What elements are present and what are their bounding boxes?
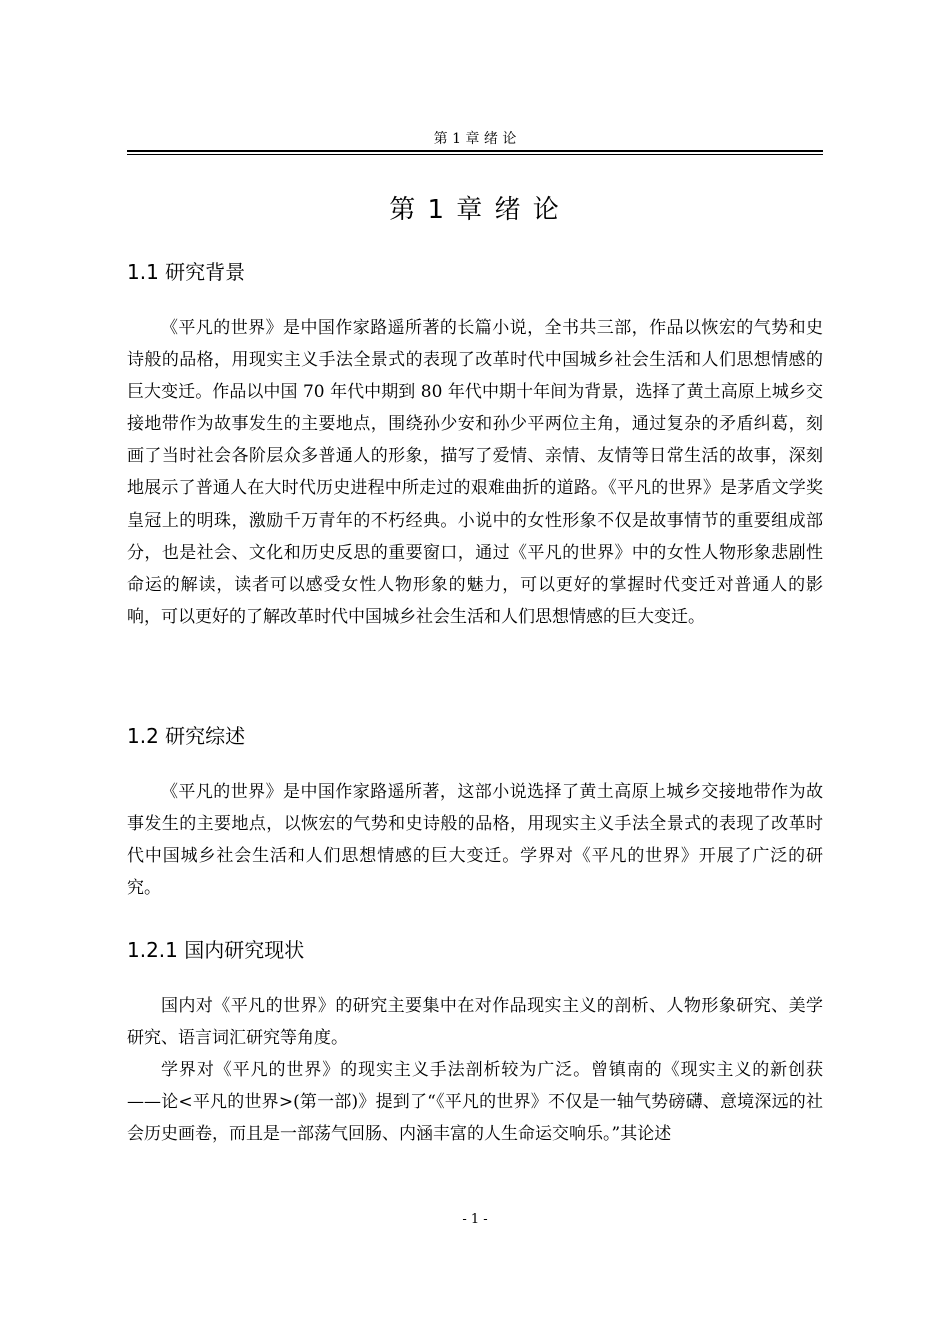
paragraph-domestic-research-1: 国内对《平凡的世界》的研究主要集中在对作品现实主义的剖析、人物形象研究、美学研究、语言词汇研究等角度。 bbox=[127, 996, 823, 1049]
paragraph-research-background: 《平凡的世界》是中国作家路遥所著的长篇小说，全书共三部，作品以恢宏的气势和史诗般的品格，用现实主义手法全景式的表现了改革时代中国城乡社会生活和人们思想情感的巨大变迁。作品以中国 70 年代中期到 80 年代中期十年间为背景，选择了黄土高原上城乡交接地带作为故事发生的主要地点，围绕孙少安和孙少平两位主角，通过复杂的矛盾纠葛，刻画了当时社会各阶层众多普通人的形象，描写了爱情、亲情、友情等日常生活的故事，深刻地展示了普通人在大时代历史进程中所走过的艰难曲折的道路。《平凡的世界》是茅盾文学奖皇冠上的明珠，激励千万青年的不朽经典。小说中的女性形象不仅是故事情节的重要组成部分，也是社会、文化和历史反思的重要窗口，通过《平凡的世界》中的女性人物形象悲剧性命运的解读，读者可以感受女性人物形象的魅力，可以更好的掌握时代变迁对普通人的影响，可以更好的了解改革时代中国城乡社会生活和人们思想情感的巨大变迁。 bbox=[127, 318, 823, 627]
chapter-title: 第 1 章 绪 论 bbox=[389, 195, 561, 225]
section-heading-1-2: 1.2 研究综述 bbox=[127, 724, 246, 748]
running-header: 第 1 章 绪 论 bbox=[433, 131, 517, 147]
paragraph-domestic-research-2: 学界对《平凡的世界》的现实主义手法剖析较为广泛。曾镇南的《现实主义的新创获——论<平凡的世界>(第一部)》提到了“《平凡的世界》不仅是一轴气势磅礴、意境深远的社会历史画卷，而且是一部荡气回肠、内涵丰富的人生命运交响乐。”其论述 bbox=[127, 1060, 823, 1145]
paragraph-research-review: 《平凡的世界》是中国作家路遥所著，这部小说选择了黄土高原上城乡交接地带作为故事发生的主要地点，以恢宏的气势和史诗般的品格，用现实主义手法全景式的表现了改革时代中国城乡社会生活和人们思想情感的巨大变迁。学界对《平凡的世界》开展了广泛的研究。 bbox=[127, 782, 823, 899]
page-number: - 1 - bbox=[462, 1212, 488, 1227]
section-heading-1-2-1: 1.2.1 国内研究现状 bbox=[127, 938, 305, 962]
section-heading-1-1: 1.1 研究背景 bbox=[127, 260, 246, 284]
header-rule bbox=[127, 150, 823, 155]
